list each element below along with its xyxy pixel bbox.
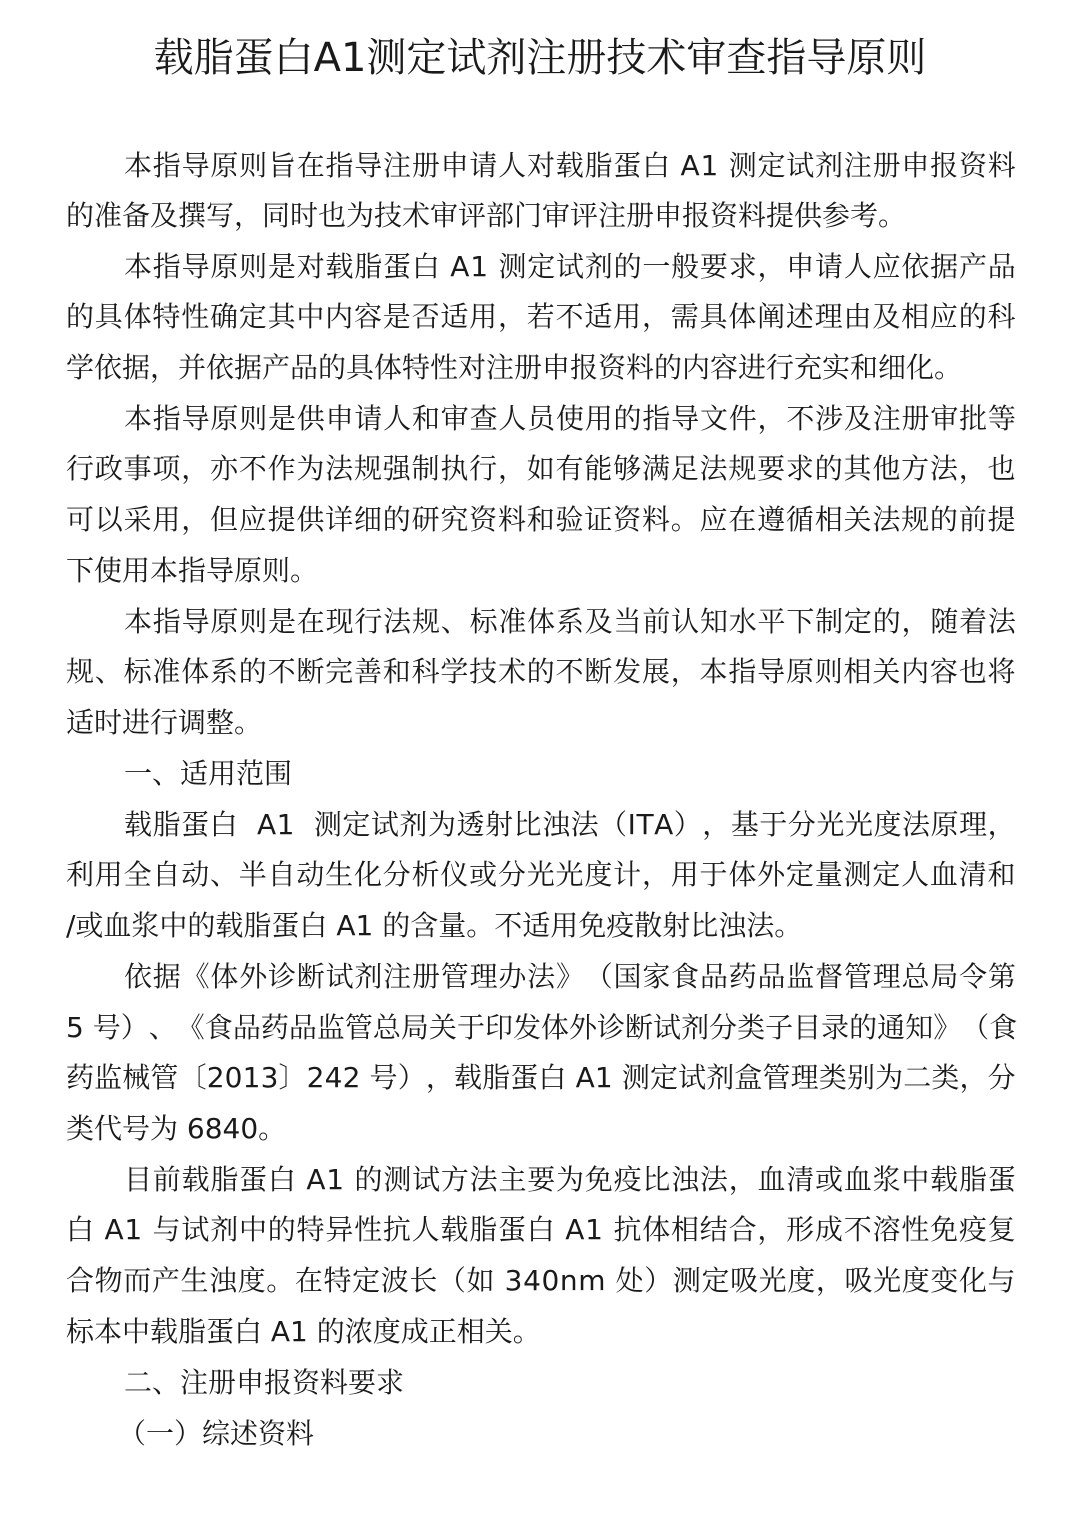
paragraph-line: 标本中载脂蛋白 A1 的浓度成正相关。 <box>66 1315 541 1348</box>
paragraph-line: 5 号 ） 、 《 食 品 药 品 监 管 总 局 关 于 印 发 体 外 诊 断 试 剂 分 类 子 目 录 的 通 知 》 （ 食 <box>66 1011 1018 1044</box>
document-title: 载脂蛋白A1测定试剂注册技术审查指导原则 <box>153 35 927 81</box>
paragraph-line: 的准备及撰写，同时也为技术审评部门审评注册申报资料提供参考。 <box>66 199 907 232</box>
paragraph-line: 适时进行调整。 <box>66 706 263 739</box>
paragraph-line: 类代号为 6840。 <box>66 1112 287 1145</box>
section-heading-scope: 一、适用范围 <box>124 757 293 790</box>
paragraph-line: 本 指 导 原 则 是 对 载 脂 蛋 白 A 1 测 定 试 剂 的 一 般 要 求 ， 申 请 人 应 依 据 产 品 <box>124 250 1016 283</box>
paragraph-line: /或血浆中的载脂蛋白 A1 的含量。不适用免疫散射比浊法。 <box>66 909 803 942</box>
paragraph-line: 本 指 导 原 则 旨 在 指 导 注 册 申 请 人 对 载 脂 蛋 白 A 1 测 定 试 剂 注 册 申 报 资 料 <box>124 149 1016 182</box>
paragraph-line: 的 具 体 特 性 确 定 其 中 内 容 是 否 适 用 ， 若 不 适 用 ， 需 具 体 阐 述 理 由 及 相 应 的 科 <box>66 300 1016 333</box>
paragraph-line: 本 指 导 原 则 是 供 申 请 人 和 审 查 人 员 使 用 的 指 导 文 件 ， 不 涉 及 注 册 审 批 等 <box>124 402 1016 435</box>
paragraph-line: 载 脂 蛋 白 A 1 测 定 试 剂 为 透 射 比 浊 法 （ I T A ） ， 基 于 分 光 光 度 法 原 理 ， <box>124 808 1016 841</box>
paragraph-line: 白 A 1 与 试 剂 中 的 特 异 性 抗 人 载 脂 蛋 白 A 1 抗 体 相 结 合 ， 形 成 不 溶 性 免 疫 复 <box>66 1213 1016 1246</box>
paragraph-line: 目 前 载 脂 蛋 白 A 1 的 测 试 方 法 主 要 为 免 疫 比 浊 法 ， 血 清 或 血 浆 中 载 脂 蛋 <box>124 1163 1016 1196</box>
paragraph-line: 利 用 全 自 动 、 半 自 动 生 化 分 析 仪 或 分 光 光 度 计 ， 用 于 体 外 定 量 测 定 人 血 清 和 <box>66 858 1016 891</box>
paragraph-line: 本 指 导 原 则 是 在 现 行 法 规 、 标 准 体 系 及 当 前 认 知 水 平 下 制 定 的 ， 随 着 法 <box>124 605 1016 638</box>
paragraph-line: 行 政 事 项 ， 亦 不 作 为 法 规 强 制 执 行 ， 如 有 能 够 满 足 法 规 要 求 的 其 他 方 法 ， 也 <box>66 452 1016 485</box>
section-heading-requirements: 二、注册申报资料要求 <box>124 1366 405 1399</box>
paragraph-line: 下使用本指导原则。 <box>66 554 319 587</box>
paragraph-line: 可 以 采 用 ， 但 应 提 供 详 细 的 研 究 资 料 和 验 证 资 料 。 应 在 遵 循 相 关 法 规 的 前 提 <box>66 503 1016 536</box>
paragraph-line: 规 、 标 准 体 系 的 不 断 完 善 和 科 学 技 术 的 不 断 发 展 ， 本 指 导 原 则 相 关 内 容 也 将 <box>66 655 1016 688</box>
paragraph-line: 药 监 械 管 〔 2 0 1 3 〕 2 4 2 号 ） ， 载 脂 蛋 白 A 1 测 定 试 剂 盒 管 理 类 别 为 二 类 ， 分 <box>66 1061 1016 1094</box>
subsection-heading-overview: （一）综述资料 <box>118 1417 315 1450</box>
paragraph-line: 依 据 《 体 外 诊 断 试 剂 注 册 管 理 办 法 》 （ 国 家 食 品 药 品 监 督 管 理 总 局 令 第 <box>124 960 1016 993</box>
paragraph-line: 学依据，并依据产品的具体特性对注册申报资料的内容进行充实和细化。 <box>66 351 963 384</box>
paragraph-line: 合 物 而 产 生 浊 度 。 在 特 定 波 长 （ 如 3 4 0 n m 处 ） 测 定 吸 光 度 ， 吸 光 度 变 化 与 <box>66 1264 1016 1297</box>
